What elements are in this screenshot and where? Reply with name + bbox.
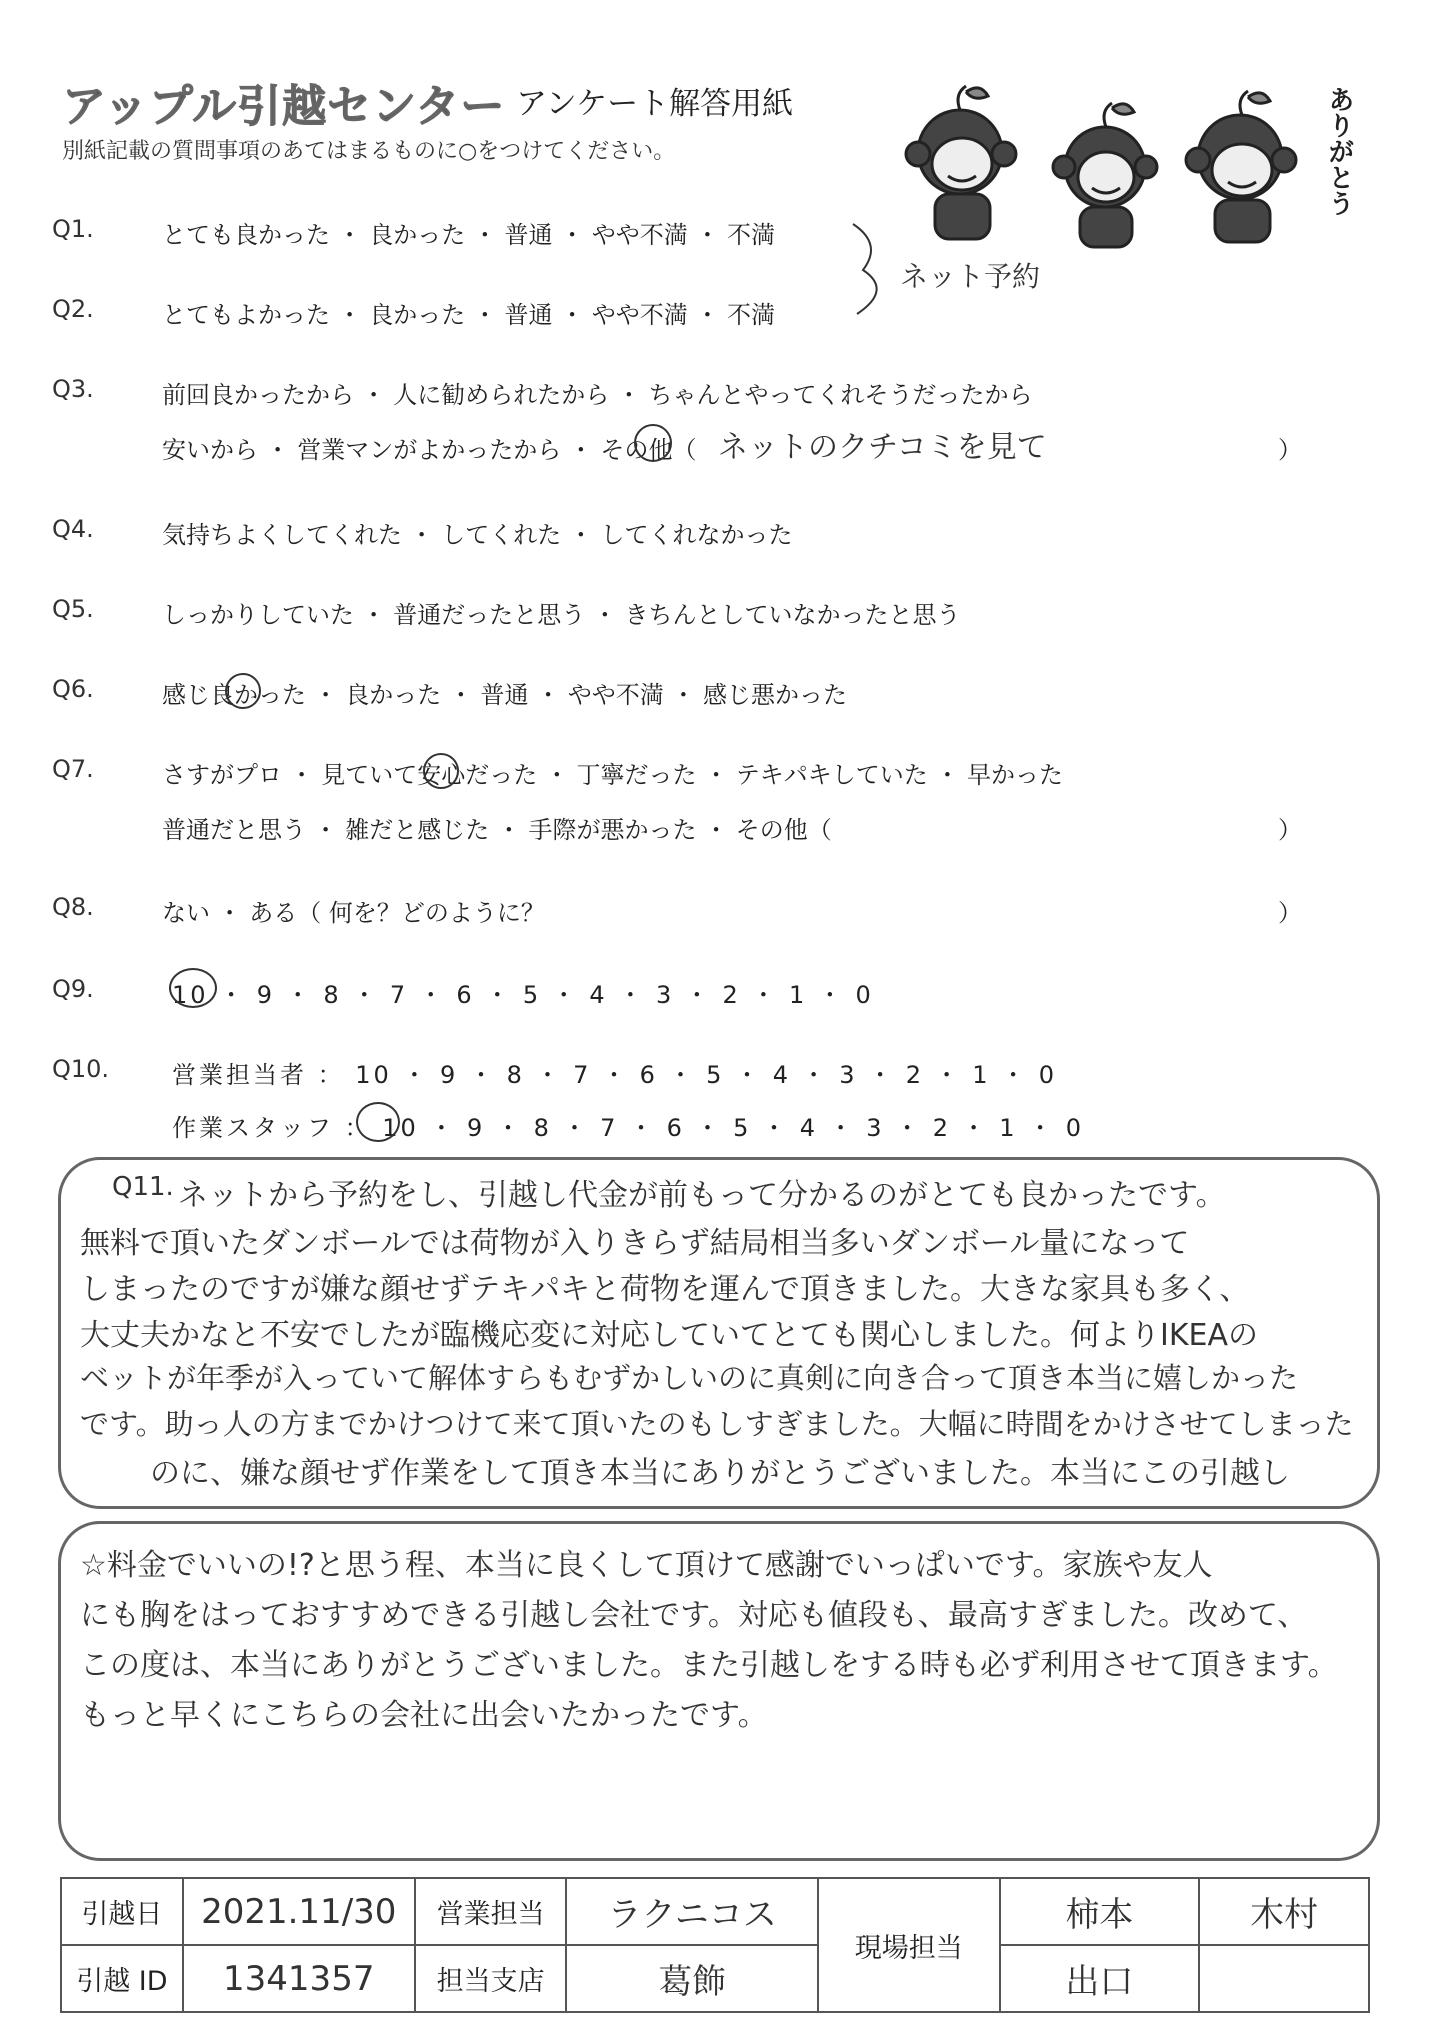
move-date-label: 引越日 <box>61 1878 183 1945</box>
q11-label: Q11. <box>112 1172 174 1202</box>
instructions: 別紙記載の質問事項のあてはまるものに○をつけてください。 <box>62 139 676 164</box>
q10-staff-scale: 作業スタッフ ： 10 ・ 9 ・ 8 ・ 7 ・ 6 ・ 5 ・ 4 ・ 3 ・ 2 ・ 1 ・ 0 <box>172 1114 1085 1142</box>
q7-options-line1: さすがプロ ・ 見ていて安心だった ・ 丁寧だった ・ テキパキしていた ・ 早かった <box>162 761 1064 789</box>
q9-scale: 10 ・ 9 ・ 8 ・ 7 ・ 6 ・ 5 ・ 4 ・ 3 ・ 2 ・ 1 ・ 0 <box>172 981 874 1009</box>
handwritten-q1-q2-note: ネット予約 <box>900 260 1041 293</box>
q2-label: Q2. <box>52 295 94 323</box>
selection-circle-q10-staff-10 <box>356 1102 400 1142</box>
q11-line-1: ネットから予約をし、引越し代金が前もって分かるのがとても良かったです。 <box>178 1178 1226 1213</box>
move-id-value: 1341357 <box>183 1945 415 2012</box>
q6-label: Q6. <box>52 675 94 703</box>
comment-2-line-1: ☆料金でいいの!?と思う程、本当に良くして頂けて感謝でいっぱいです。家族や友人 <box>80 1548 1213 1583</box>
q2-options: とてもよかった ・ 良かった ・ 普通 ・ やや不満 ・ 不満 <box>162 301 776 329</box>
sales-rep-value: ラクニコス <box>566 1878 818 1945</box>
q11-line-4: 大丈夫かなと不安でしたが臨機応変に対応していてとても関心しました。何よりIKEAの <box>80 1318 1258 1353</box>
q8-options: ない ・ ある（ 何を？どのように？ <box>162 899 545 927</box>
branch-label: 担当支店 <box>415 1945 567 2012</box>
sales-rep-label: 営業担当 <box>415 1878 567 1945</box>
selection-circle-q3-other <box>634 424 672 462</box>
move-date-value: 2021.11/30 <box>183 1878 415 1945</box>
sheet-title: アンケート解答用紙 <box>516 86 794 122</box>
q9-label: Q9. <box>52 975 94 1003</box>
site-staff-3: 木村 <box>1199 1878 1369 1945</box>
brand-logo-text: アップル引越センター <box>62 81 506 132</box>
selection-circle-q6 <box>225 673 261 709</box>
q11-line-3: しまったのですが嫌な顔せずテキパキと荷物を運んで頂きました。大きな家具も多く、 <box>80 1272 1250 1307</box>
q3-label: Q3. <box>52 375 94 403</box>
move-id-label: 引越 ID <box>61 1945 183 2012</box>
selection-circle-q7-anshin <box>423 753 459 789</box>
q11-line-5: ベットが年季が入っていて解体すらもむずかしいのに真剣に向き合って頂き本当に嬉しかった <box>80 1361 1299 1395</box>
site-staff-label: 現場担当 <box>818 1878 1000 2012</box>
mascot-caption: ありがとう <box>1324 86 1354 216</box>
q3-options-line2: 安いから ・ 営業マンがよかったから ・ その他（ <box>162 436 697 464</box>
comment-2-line-2: にも胸をはっておすすめできる引越し会社です。対応も値段も、最高すぎました。改めて、 <box>80 1598 1308 1633</box>
q11-line-6: です。助っ人の方までかけつけて来て頂いたのもしすぎました。大幅に時間をかけさせてしまった <box>80 1407 1354 1441</box>
q11-line-7: のに、嫌な顔せず作業をして頂き本当にありがとうございました。本当にこの引越し <box>150 1456 1290 1491</box>
selection-circle-q9-10 <box>169 968 217 1008</box>
q8-label: Q8. <box>52 893 94 921</box>
q1-label: Q1. <box>52 215 94 243</box>
q5-options: しっかりしていた ・ 普通だったと思う ・ きちんとしていなかったと思う <box>162 601 961 629</box>
q7-paren-close: ） <box>1278 816 1302 844</box>
site-staff-2: 出口 <box>1000 1945 1200 2012</box>
mascot-monkeys-illustration <box>880 72 1360 252</box>
q11-line-2: 無料で頂いたダンボールでは荷物が入りきらず結局相当多いダンボール量になって <box>80 1226 1190 1261</box>
site-staff-empty <box>1199 1945 1369 2012</box>
comment-2-line-3: この度は、本当にありがとうございました。また引越しをする時も必ず利用させて頂きます。 <box>80 1648 1338 1683</box>
q10-label: Q10. <box>52 1055 110 1083</box>
move-info-table <box>60 1877 1370 2013</box>
comment-2-line-4: もっと早くにこちらの会社に出会いたかったです。 <box>80 1698 768 1733</box>
q10-sales-scale: 営業担当者 ： 10 ・ 9 ・ 8 ・ 7 ・ 6 ・ 5 ・ 4 ・ 3 ・ 2 ・ 1 ・ 0 <box>172 1061 1058 1089</box>
q6-options: 感じ良かった ・ 良かった ・ 普通 ・ やや不満 ・ 感じ悪かった <box>162 681 848 709</box>
q3-paren-close: ） <box>1278 436 1302 464</box>
q4-label: Q4. <box>52 515 94 543</box>
branch-value: 葛飾 <box>566 1945 818 2012</box>
bracket-mark <box>848 220 908 320</box>
q3-options-line1: 前回良かったから ・ 人に勧められたから ・ ちゃんとやってくれそうだったから <box>162 381 1033 409</box>
site-staff-1: 柿本 <box>1000 1878 1200 1945</box>
handwritten-q3-other: ネットのクチコミを見て <box>718 430 1047 465</box>
q8-paren-close: ） <box>1278 899 1302 927</box>
q1-options: とても良かった ・ 良かった ・ 普通 ・ やや不満 ・ 不満 <box>162 221 776 249</box>
q7-options-line2: 普通だと思う ・ 雑だと感じた ・ 手際が悪かった ・ その他（ <box>162 816 832 844</box>
q7-label: Q7. <box>52 755 94 783</box>
q4-options: 気持ちよくしてくれた ・ してくれた ・ してくれなかった <box>162 521 793 549</box>
q5-label: Q5. <box>52 595 94 623</box>
